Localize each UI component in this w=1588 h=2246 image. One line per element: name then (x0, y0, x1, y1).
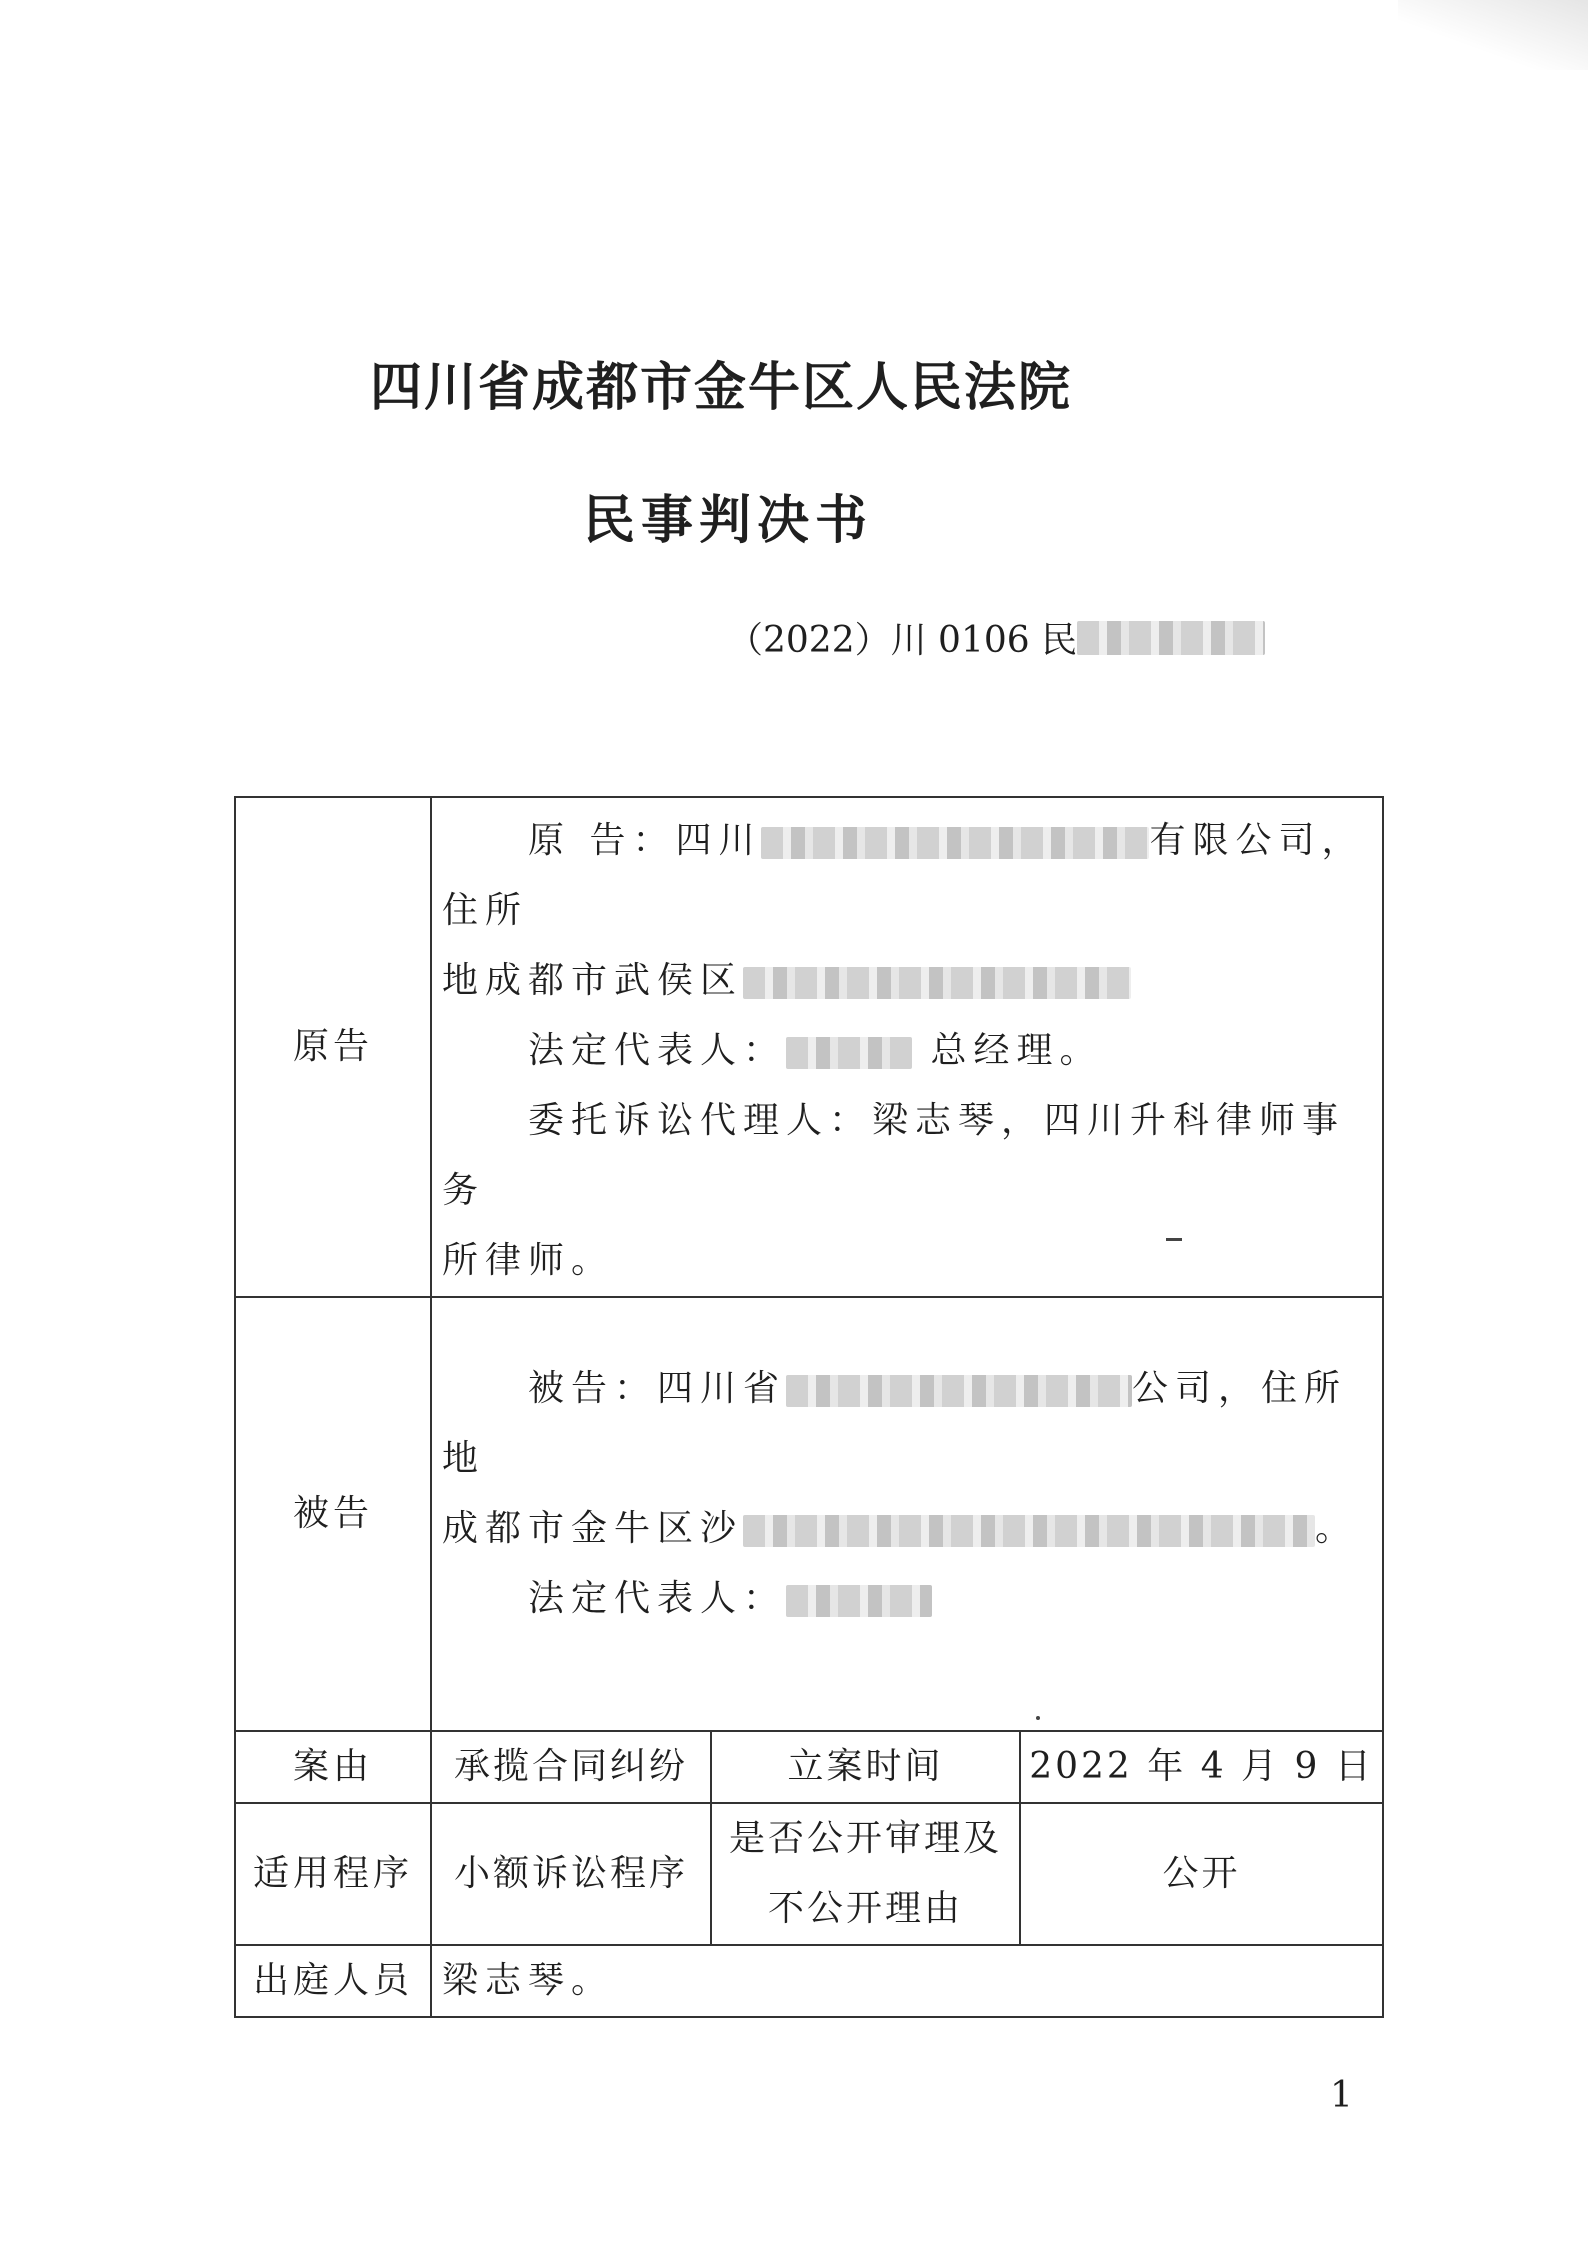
defendant-details (431, 1297, 1383, 1731)
court-name: 四川省成都市金牛区人民法院 (369, 357, 1072, 418)
plaintiff-address-line: 地成都市武侯区 (432, 946, 1382, 1016)
redacted-plaintiff-name (761, 827, 1149, 859)
procedure-row (235, 1803, 1383, 1945)
redacted-defendant-name (786, 1375, 1132, 1407)
plaintiff-details (431, 797, 1383, 1297)
redacted-defendant-address (743, 1515, 1315, 1547)
plaintiff-label: 原告 (235, 797, 431, 1297)
defendant-address-line: 成都市金牛区沙 。 (442, 1508, 1359, 1549)
attendees-value: 梁志琴。 (431, 1945, 1383, 2017)
filing-time-label: 立案时间 (711, 1731, 1020, 1803)
redacted-case-number (1077, 621, 1265, 655)
plaintiff-agent-cont: 所律师。 (442, 1240, 615, 1281)
filing-time-value: 2022 年 4 月 9 日 (1020, 1731, 1383, 1803)
redacted-plaintiff-rep (786, 1037, 912, 1069)
procedure-value: 小额诉讼程序 (431, 1803, 711, 1945)
defendant-legal-rep: 法定代表人： (432, 1564, 1382, 1634)
public-trial-label-line1: 是否公开审理及 (728, 1818, 1002, 1859)
defendant-row (235, 1297, 1383, 1731)
plaintiff-agent: 委托诉讼代理人：梁志琴，四川升科律师事务 (442, 1100, 1346, 1211)
attendees-label: 出庭人员 (235, 1945, 431, 2017)
scan-edge-shadow (1398, 0, 1588, 70)
case-number (727, 612, 1265, 663)
page-number: 1 (1330, 2075, 1353, 2116)
redacted-defendant-rep (786, 1585, 932, 1617)
cause-value: 承揽合同纠纷 (431, 1731, 711, 1803)
plaintiff-name-line: 原 告：四川 有限公司，住所 (442, 820, 1365, 931)
document-title: 民事判决书 (582, 490, 873, 551)
public-trial-value: 公开 (1020, 1803, 1383, 1945)
public-trial-label-line2: 不公开理由 (767, 1888, 963, 1929)
cause-label: 案由 (235, 1731, 431, 1803)
plaintiff-legal-rep: 法定代表人： 总经理。 (528, 1030, 1103, 1071)
scan-dot (1036, 1716, 1040, 1720)
defendant-label: 被告 (235, 1297, 431, 1731)
redacted-plaintiff-address (743, 967, 1131, 999)
public-trial-label (711, 1803, 1020, 1945)
scan-speck (1166, 1238, 1182, 1241)
cause-row (235, 1731, 1383, 1803)
attendees-row (235, 1945, 1383, 2017)
case-info-table (234, 796, 1384, 2018)
defendant-name-line: 被告：四川省 公司，住所地 (442, 1368, 1348, 1479)
case-number-text: （2022）川 0106 民 (727, 620, 1078, 661)
procedure-label: 适用程序 (235, 1803, 431, 1945)
plaintiff-row (235, 797, 1383, 1297)
